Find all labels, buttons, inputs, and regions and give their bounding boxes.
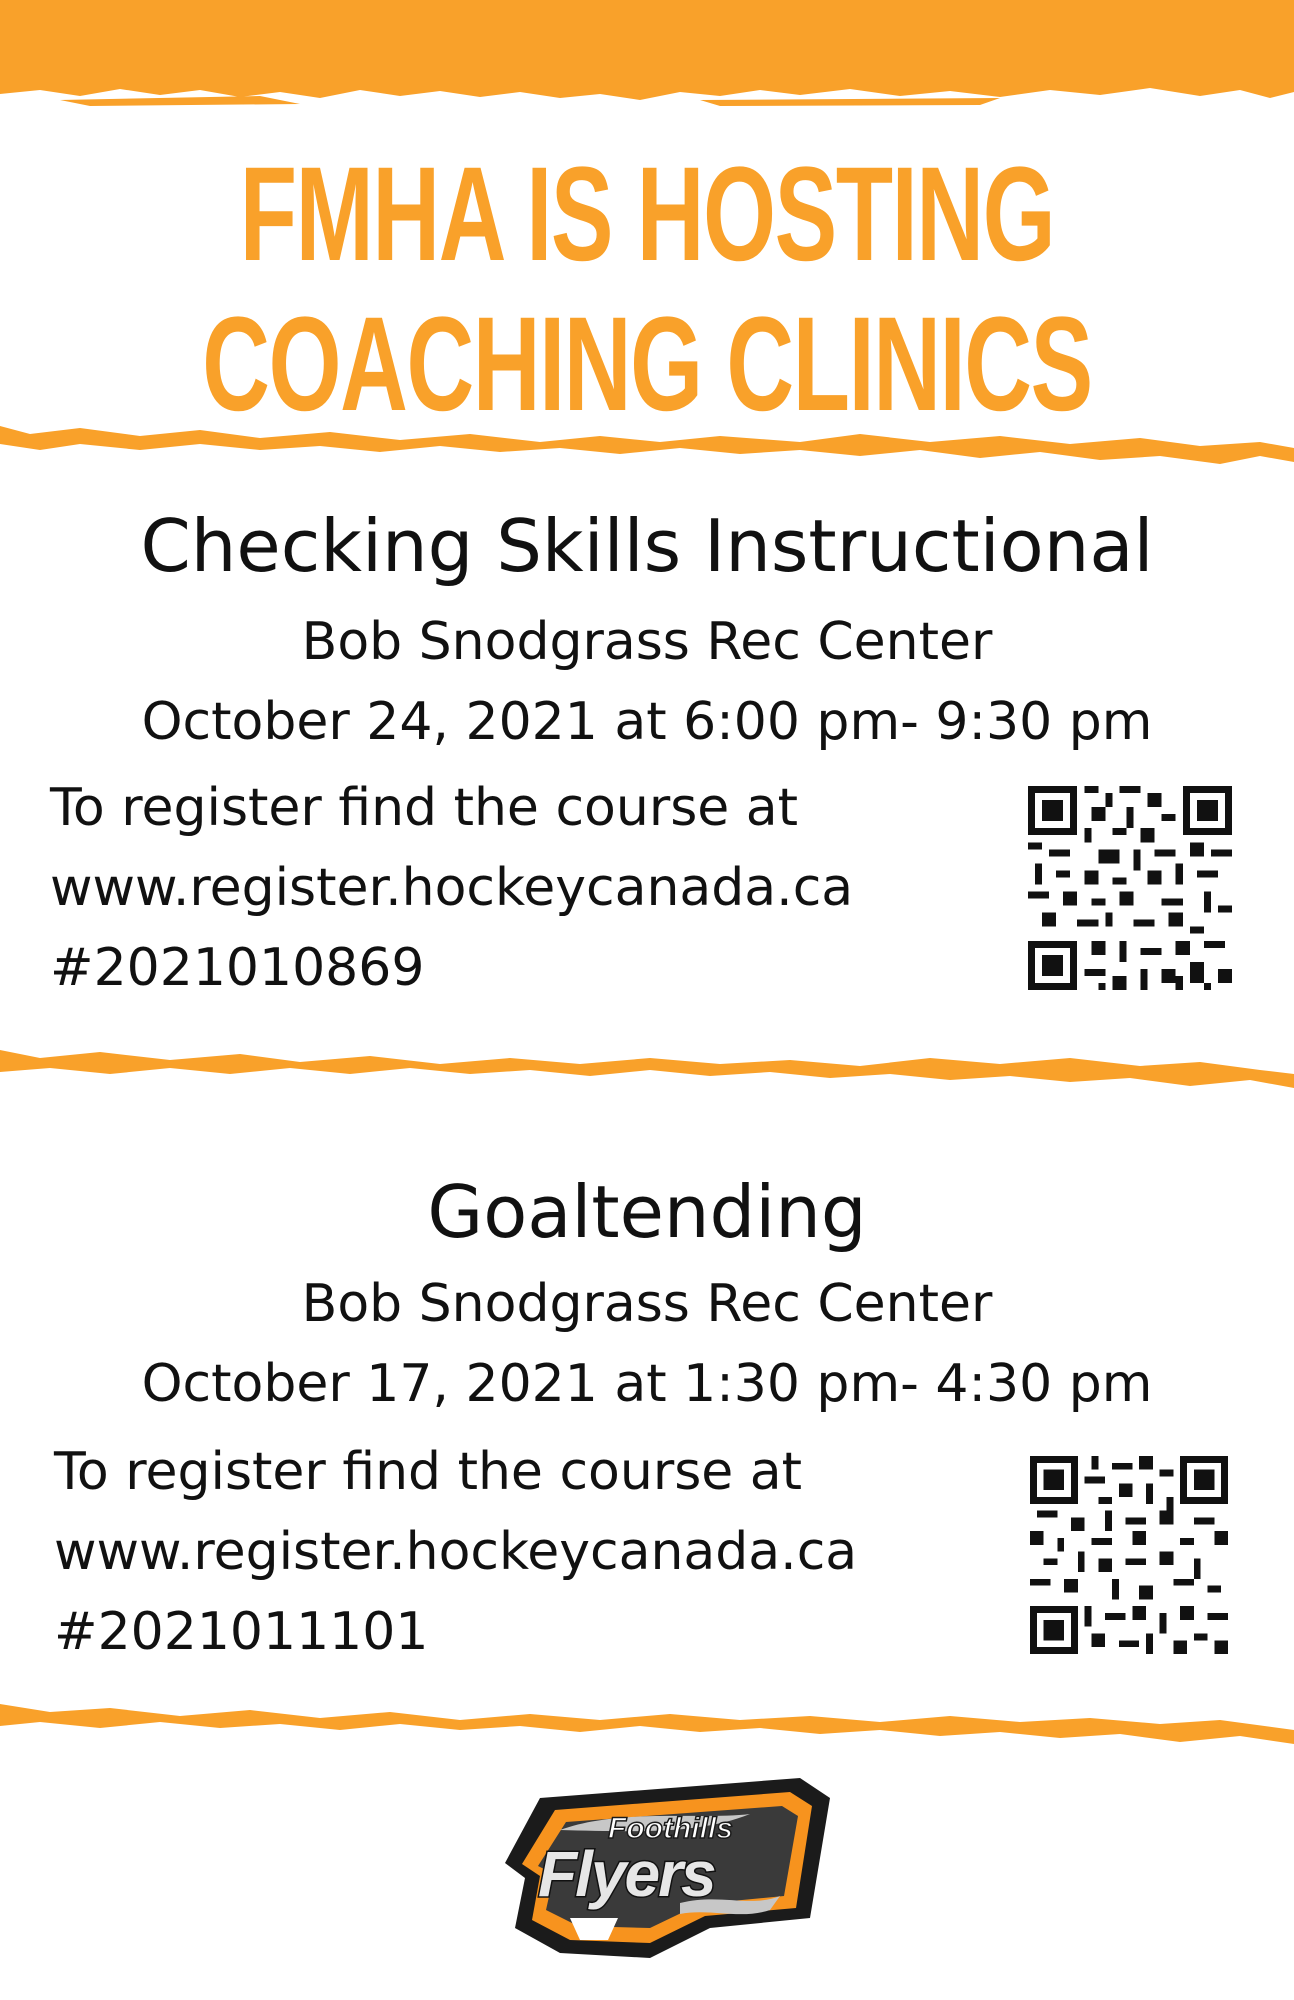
qr-code-icon[interactable] <box>1028 786 1232 990</box>
logo-line-2: Flyers <box>538 1838 715 1910</box>
clinic-2-location: Bob Snodgrass Rec Center <box>301 1274 993 1334</box>
page-title-line-2: COACHING CLINICS <box>202 290 1092 439</box>
foothills-flyers-logo <box>500 1768 840 1963</box>
clinic-1-register-line: To register find the course at <box>50 778 799 838</box>
brush-divider <box>0 1698 1294 1754</box>
qr-code-icon[interactable] <box>1030 1456 1228 1654</box>
top-brush-band <box>0 0 1294 120</box>
clinic-1-register-url[interactable]: www.register.hockeycanada.ca <box>50 858 854 918</box>
clinic-1-course-number: #2021010869 <box>50 938 425 998</box>
page-title-line-1: FMHA IS HOSTING <box>239 140 1055 289</box>
logo-line-1: Foothills <box>608 1812 733 1845</box>
brush-divider <box>0 418 1294 474</box>
brush-divider <box>0 1040 1294 1096</box>
clinic-1-datetime: October 24, 2021 at 6:00 pm- 9:30 pm <box>141 692 1153 752</box>
clinic-2-title: Goaltending <box>427 1170 867 1254</box>
clinic-2-register-url[interactable]: www.register.hockeycanada.ca <box>54 1522 858 1582</box>
clinic-1-title: Checking Skills Instructional <box>140 504 1154 588</box>
clinic-1-location: Bob Snodgrass Rec Center <box>301 612 993 672</box>
clinic-2-datetime: October 17, 2021 at 1:30 pm- 4:30 pm <box>141 1354 1153 1414</box>
clinic-2-course-number: #2021011101 <box>54 1602 429 1662</box>
clinic-2-register-line: To register find the course at <box>54 1442 803 1502</box>
